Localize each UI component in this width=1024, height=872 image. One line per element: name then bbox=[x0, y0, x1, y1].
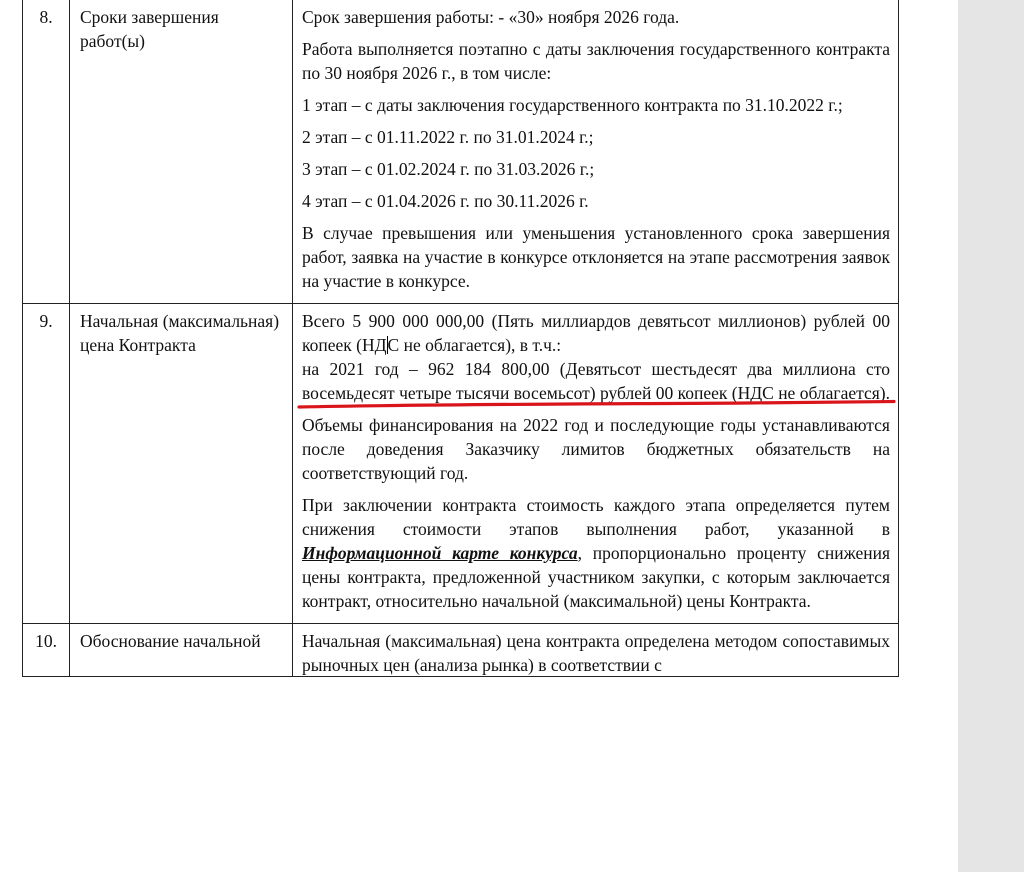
row-label-cell bbox=[70, 0, 293, 304]
completion-deadline: Срок завершения работы: - «30» ноября 2026 года. bbox=[302, 7, 680, 27]
stages-intro: Работа выполняется поэтапно с даты заключения государственного контракта по 30 ноября 2026 г., в том числе: bbox=[302, 39, 890, 83]
row-number-cell bbox=[23, 624, 70, 677]
viewer-gutter bbox=[958, 0, 1024, 872]
row-number-cell bbox=[23, 304, 70, 624]
total-price bbox=[302, 309, 890, 357]
row-label: Начальная (максимальная) цена Контракта bbox=[80, 311, 280, 355]
stage-3: 3 этап – с 01.02.2024 г. по 31.03.2026 г.; bbox=[302, 159, 595, 179]
price-2021: на 2021 год – 962 184 800,00 (Девятьсот шестьдесят два миллиона сто восемьдесят четыре тысячи восемьсот) рублей 00 копеек (НДС не облагается). bbox=[302, 359, 891, 403]
row-label: Обоснование начальной bbox=[80, 631, 261, 651]
stage-1: 1 этап – с даты заключения государственного контракта по 31.10.2022 г.; bbox=[302, 95, 843, 115]
row-content-cell bbox=[293, 0, 899, 304]
contract-terms-table bbox=[22, 0, 899, 677]
deadline-deviation-note: В случае превышения или уменьшения установленного срока завершения работ, заявка на участие в конкурсе отклоняется на этапе рассмотрения заявок на участие в конкурсе. bbox=[302, 223, 890, 291]
total-price-tail: С не облагается), в т.ч.: bbox=[387, 335, 562, 355]
row-number-cell bbox=[23, 0, 70, 304]
funding-note: Объемы финансирования на 2022 год и последующие годы устанавливаются после доведения Заказчику лимитов бюджетных обязательств на соответствующий год. bbox=[302, 415, 890, 483]
price-justification: Начальная (максимальная) цена контракта определена методом сопоставимых рыночных цен (анализа рынка) в соответствии с bbox=[302, 631, 890, 675]
row-content-cell bbox=[293, 624, 899, 677]
total-price-text: Всего 5 900 000 000,00 (Пять миллиардов девятьсот миллионов) рублей 00 копеек (НД bbox=[302, 311, 890, 355]
row-number: 10. bbox=[35, 631, 57, 651]
stage-4: 4 этап – с 01.04.2026 г. по 30.11.2026 г. bbox=[302, 191, 589, 211]
stage-cost-text-end: , пропорционально проценту снижения цены контракта, предложенной участником закупки, с которым заключается контракт, относительно начальной (максимальной) цены Контракта. bbox=[302, 543, 891, 611]
row-number: 8. bbox=[39, 7, 53, 27]
row-label-cell bbox=[70, 624, 293, 677]
table-row bbox=[23, 624, 899, 677]
stage-2: 2 этап – с 01.11.2022 г. по 31.01.2024 г.; bbox=[302, 127, 594, 147]
stage-cost-text: При заключении контракта стоимость каждого этапа определяется путем снижения стоимости этапов выполнения работ, указанной в bbox=[302, 495, 890, 539]
information-card-link[interactable]: Информационной карте конкурса bbox=[302, 543, 578, 563]
table-row bbox=[23, 304, 899, 624]
stage-cost-note bbox=[302, 493, 890, 613]
row-number: 9. bbox=[39, 311, 53, 331]
row-label: Сроки завершения работ(ы) bbox=[80, 7, 219, 51]
row-label-cell bbox=[70, 304, 293, 624]
row-content-cell bbox=[293, 304, 899, 624]
table-row bbox=[23, 0, 899, 304]
